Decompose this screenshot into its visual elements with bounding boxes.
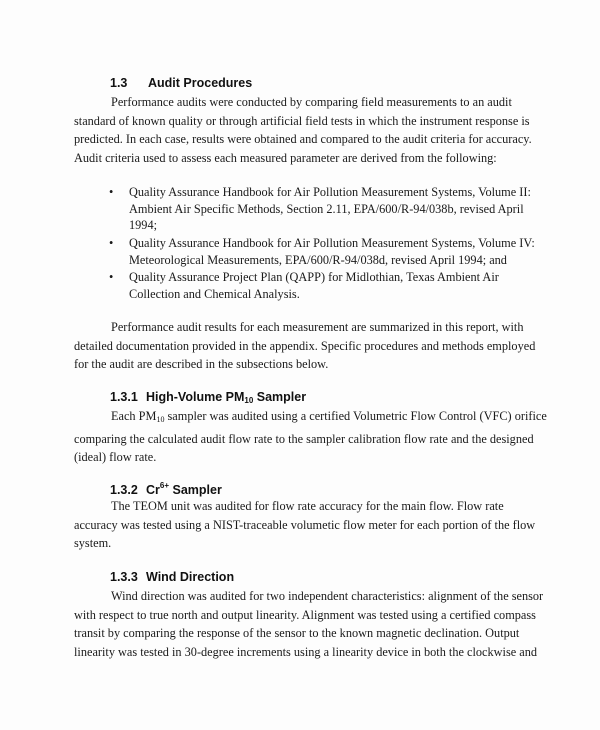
list-item-line: Meteorological Measurements, EPA/600/R-94/038d, revised April 1994; and xyxy=(129,252,507,267)
section-number: 1.3.3 xyxy=(110,570,138,584)
section-number: 1.3.2 xyxy=(110,483,138,497)
section-number: 1.3.1 xyxy=(110,390,138,404)
paragraph-line: linearity was tested in 30-degree increments using a linearity device in both the clockwise and xyxy=(74,645,538,660)
paragraph-line xyxy=(74,407,547,430)
section-title: Audit Procedures xyxy=(148,76,253,90)
section-heading-1-3-2 xyxy=(110,481,222,497)
audit-procedures-paragraph xyxy=(74,93,534,168)
list-item-line: Ambient Air Specific Methods, Section 2.11, EPA/600/R-94/038b, revised April xyxy=(129,201,524,216)
paragraph-line: standard of known quality or through artificial field tests in which the instrument response is xyxy=(74,113,530,128)
pm10-paragraph xyxy=(74,407,547,467)
section-heading-1-3-3 xyxy=(110,570,234,584)
paragraph-line: for the audit are described in the subsections below. xyxy=(74,357,329,372)
subscript: 10 xyxy=(156,415,165,424)
list-item-line: Quality Assurance Handbook for Air Pollution Measurement Systems, Volume II: xyxy=(129,185,531,199)
list-item-line: Quality Assurance Handbook for Air Pollution Measurement Systems, Volume IV: xyxy=(129,236,535,250)
paragraph-line: Performance audits were conducted by comparing field measurements to an audit xyxy=(111,95,512,109)
section-title: High-Volume PM xyxy=(146,390,245,404)
section-title: Cr xyxy=(146,483,160,497)
paragraph-line: comparing the calculated audit flow rate to the sampler calibration flow rate and the designed xyxy=(74,431,534,446)
section-title-suffix: Sampler xyxy=(169,483,222,497)
paragraph-line: system. xyxy=(74,536,112,551)
paragraph-line: Wind direction was audited for two independent characteristics: alignment of the sensor xyxy=(111,589,544,603)
superscript: 6+ xyxy=(159,481,170,490)
paragraph-line: transit by comparing the response of the sensor to the known magnetic declination. Output xyxy=(74,626,520,641)
wind-direction-paragraph xyxy=(74,587,544,662)
paragraph-line: (ideal) flow rate. xyxy=(74,450,157,465)
list-item-line: 1994; xyxy=(129,218,158,232)
section-title-suffix: Sampler xyxy=(253,390,307,404)
paragraph-line: accuracy was tested using a NIST-traceable volumetic flow meter for each portion of the flow xyxy=(74,517,536,532)
paragraph-line: detailed documentation provided in the appendix. Specific procedures and methods employed xyxy=(74,338,536,353)
summary-paragraph xyxy=(74,318,534,374)
cr6-paragraph xyxy=(74,497,534,553)
subscript: 10 xyxy=(244,396,254,405)
bullet-icon: • xyxy=(109,185,114,199)
paragraph-line: predicted. In each case, results were obtained and compared to the audit criteria for accuracy. xyxy=(74,132,532,147)
section-heading-1-3 xyxy=(110,76,252,90)
bullet-icon: • xyxy=(109,270,114,284)
section-heading-1-3-1 xyxy=(110,390,306,405)
section-number: 1.3 xyxy=(110,76,128,90)
text-run: sampler was audited using a certified Volumetric Flow Control (VFC) orifice xyxy=(164,409,547,423)
paragraph-line: Performance audit results for each measurement are summarized in this report, with xyxy=(111,320,524,334)
bullet-icon: • xyxy=(109,236,114,250)
text-run: Each PM xyxy=(111,409,157,423)
paragraph-line: The TEOM unit was audited for flow rate accuracy for the main flow. Flow rate xyxy=(111,499,504,513)
paragraph-line: Audit criteria used to assess each measured parameter are derived from the following: xyxy=(74,151,497,166)
list-item-line: Collection and Chemical Analysis. xyxy=(129,286,300,301)
paragraph-line: with respect to true north and output linearity. Alignment was tested using a certified compass xyxy=(74,607,536,622)
section-title: Wind Direction xyxy=(146,570,235,584)
list-item-line: Quality Assurance Project Plan (QAPP) for Midlothian, Texas Ambient Air xyxy=(129,270,499,284)
